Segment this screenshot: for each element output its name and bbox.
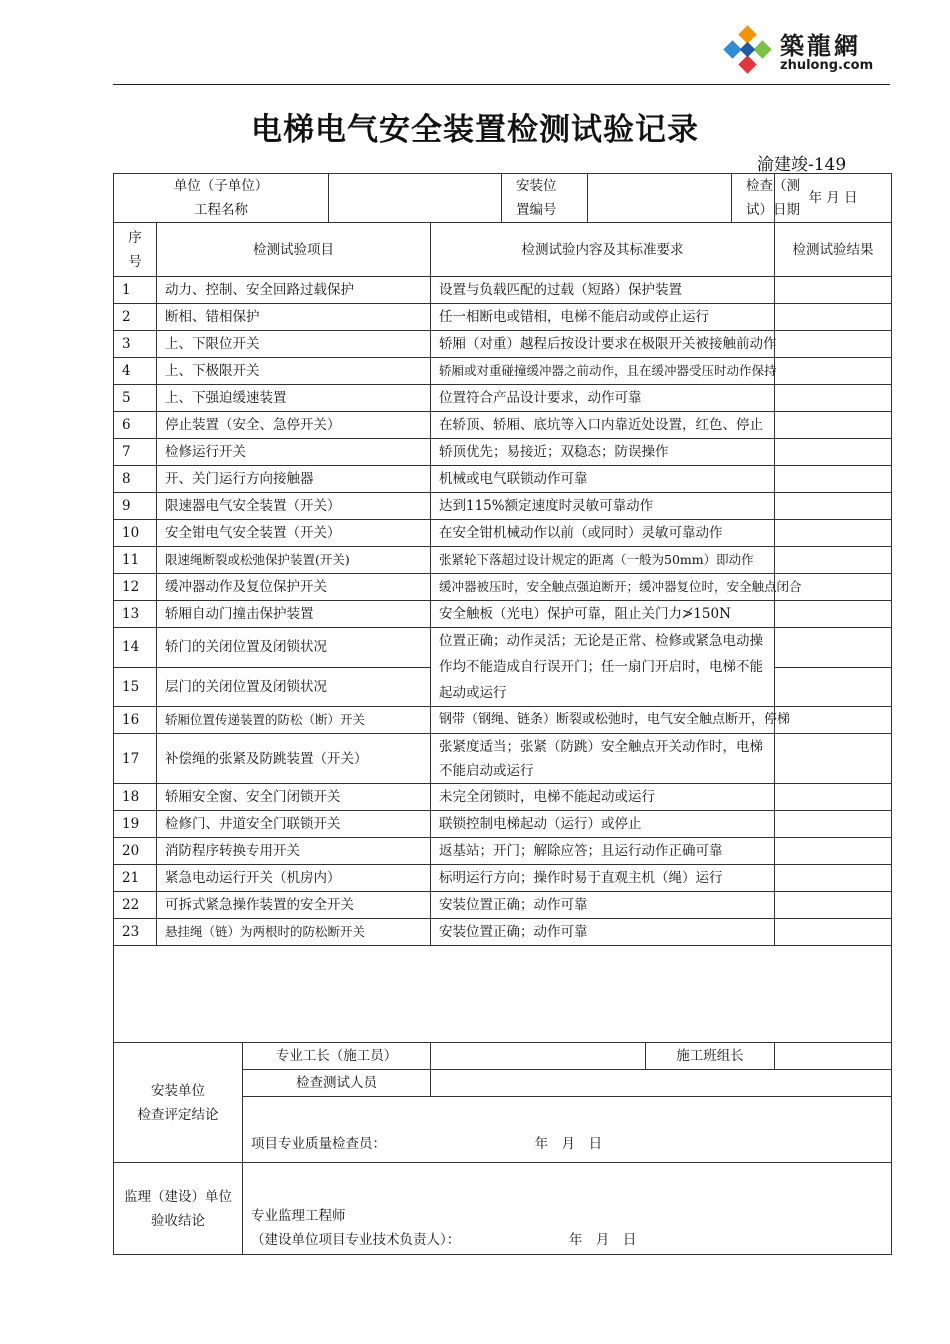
foreman-label: 专业工长（施工员） [243, 1043, 431, 1070]
row-result[interactable] [775, 892, 892, 919]
header-row [114, 174, 892, 223]
table-row [114, 734, 892, 784]
blank-row [114, 946, 892, 1043]
row-item: 轿厢位置传递装置的防松（断）开关 [157, 707, 431, 734]
install-code-value[interactable] [588, 174, 732, 223]
row-item: 轿厢安全窗、安全门闭锁开关 [157, 784, 431, 811]
unit-name-value[interactable] [329, 174, 502, 223]
row-item: 断相、错相保护 [157, 304, 431, 331]
row-item: 上、下限位开关 [157, 331, 431, 358]
record-table [113, 173, 892, 1255]
supervisor-date: 年 月 日 [568, 1232, 637, 1248]
quality-inspector-label: 项目专业质量检查员： [251, 1136, 386, 1152]
row-no: 9 [114, 493, 157, 520]
row-no: 15 [114, 667, 157, 707]
install-label-line2: 置编号 [516, 202, 557, 218]
row-item: 安全钳电气安全装置（开关） [157, 520, 431, 547]
row-no: 5 [114, 385, 157, 412]
row-content: 未完全闭锁时，电梯不能起动或运行 [431, 784, 775, 811]
footer-row-4 [114, 1163, 892, 1255]
col-seq-line2: 号 [128, 253, 142, 270]
row-item: 消防程序转换专用开关 [157, 838, 431, 865]
page-title: 电梯电气安全装置检测试验记录 [251, 112, 699, 148]
install-unit-line1: 安装单位 [151, 1082, 205, 1099]
supervisor-sign-cell [243, 1163, 892, 1255]
unit-label-cell [114, 174, 329, 223]
check-date-value[interactable]: 年 月 日 [775, 174, 892, 223]
row-no: 1 [114, 277, 157, 304]
row-content: 达到115%额定速度时灵敏可靠动作 [431, 493, 775, 520]
blank-notes-area[interactable] [114, 946, 892, 1043]
row-result[interactable] [775, 667, 892, 707]
install-label-line1: 安装位 [516, 178, 557, 194]
row-content: 返基站；开门；解除应答；且运行动作正确可靠 [431, 838, 775, 865]
row-result[interactable] [775, 358, 892, 385]
quality-inspector-cell [243, 1097, 892, 1163]
row-no: 22 [114, 892, 157, 919]
row-result[interactable] [775, 707, 892, 734]
team-leader-label: 施工班组长 [646, 1043, 775, 1070]
row-item: 上、下强迫缓速装置 [157, 385, 431, 412]
install-unit-conclusion-label [114, 1043, 243, 1163]
table-row [114, 838, 892, 865]
row-content: 张紧轮下落超过设计规定的距离（一般为50mm）即动作 [431, 547, 775, 574]
row-result[interactable] [775, 601, 892, 628]
supervisor-engineer-label: 专业监理工程师 [251, 1208, 346, 1224]
row-content: 轿厢或对重碰撞缓冲器之前动作，且在缓冲器受压时动作保持 [431, 358, 775, 385]
row-no: 19 [114, 811, 157, 838]
row-result[interactable] [775, 331, 892, 358]
inspector-label: 检查测试人员 [243, 1070, 431, 1097]
row-result[interactable] [775, 784, 892, 811]
build-tech-label: （建设单位项目专业技术负责人）： [251, 1232, 461, 1248]
row-result[interactable] [775, 277, 892, 304]
logo-english-text: zhulong.com [780, 58, 874, 73]
check-label-line2: 试）日期 [746, 202, 800, 218]
row-no: 3 [114, 331, 157, 358]
table-row [114, 304, 892, 331]
row-item: 限速绳断裂或松弛保护装置(开关) [157, 547, 431, 574]
col-content-header: 检测试验内容及其标准要求 [431, 223, 775, 277]
row-no: 4 [114, 358, 157, 385]
row-result[interactable] [775, 412, 892, 439]
row-result[interactable] [775, 466, 892, 493]
row-result[interactable] [775, 811, 892, 838]
row-item: 限速器电气安全装置（开关） [157, 493, 431, 520]
row-content: 轿顶优先；易接近；双稳态；防误操作 [431, 439, 775, 466]
row-item: 缓冲器动作及复位保护开关 [157, 574, 431, 601]
row-no: 6 [114, 412, 157, 439]
table-row [114, 547, 892, 574]
supervisor-conclusion-label [114, 1163, 243, 1255]
row-result[interactable] [775, 304, 892, 331]
row-no: 13 [114, 601, 157, 628]
table-row [114, 707, 892, 734]
install-label-cell [502, 174, 588, 223]
row-result[interactable] [775, 439, 892, 466]
column-header-row [114, 223, 892, 277]
row-no: 20 [114, 838, 157, 865]
document-code: 渝建竣-149 [757, 155, 847, 175]
table-row [114, 865, 892, 892]
row-content-merged: 位置正确；动作灵活；无论是正常、检修或紧急电动操作均不能造成自行误开门；任一扇门开启时，电梯不能起动或运行 [431, 628, 775, 707]
row-no: 2 [114, 304, 157, 331]
table-row [114, 439, 892, 466]
row-item: 补偿绳的张紧及防跳装置（开关） [157, 734, 431, 784]
quality-date: 年 月 日 [534, 1136, 603, 1152]
header-rule [113, 84, 890, 85]
row-content: 钢带（钢绳、链条）断裂或松弛时，电气安全触点断开，停梯 [431, 707, 775, 734]
row-item: 悬挂绳（链）为两根时的防松断开关 [157, 919, 431, 946]
supervisor-unit-line2: 验收结论 [151, 1212, 205, 1229]
table-row [114, 385, 892, 412]
team-leader-value[interactable] [775, 1043, 892, 1070]
col-result-header: 检测试验结果 [775, 223, 892, 277]
row-no: 16 [114, 707, 157, 734]
row-no: 7 [114, 439, 157, 466]
footer-row-1 [114, 1043, 892, 1070]
row-content: 张紧度适当；张紧（防跳）安全触点开关动作时，电梯不能启动或运行 [431, 734, 775, 784]
row-content: 安全触板（光电）保护可靠，阻止关门力≯150N [431, 601, 775, 628]
install-unit-line2: 检查评定结论 [137, 1106, 219, 1123]
unit-label-line1: 单位（子单位） [173, 178, 269, 194]
row-result[interactable] [775, 919, 892, 946]
table-row [114, 811, 892, 838]
row-item: 检修门、井道安全门联锁开关 [157, 811, 431, 838]
table-row [114, 574, 892, 601]
table-row [114, 892, 892, 919]
zhulong-logo-icon [722, 24, 774, 76]
zhulong-logo [722, 24, 882, 80]
row-content: 在安全钳机械动作以前（或同时）灵敏可靠动作 [431, 520, 775, 547]
table-row [114, 358, 892, 385]
row-result[interactable] [775, 547, 892, 574]
row-item: 动力、控制、安全回路过载保护 [157, 277, 431, 304]
row-no: 14 [114, 628, 157, 668]
check-label-line1: 检查（测 [746, 178, 800, 194]
row-result[interactable] [775, 385, 892, 412]
table-row [114, 919, 892, 946]
row-result[interactable] [775, 520, 892, 547]
row-result[interactable] [775, 493, 892, 520]
col-seq-header [114, 223, 157, 277]
table-row [114, 520, 892, 547]
row-item: 停止装置（安全、急停开关） [157, 412, 431, 439]
inspector-value[interactable] [431, 1070, 892, 1097]
row-item: 紧急电动运行开关（机房内） [157, 865, 431, 892]
unit-label-line2: 工程名称 [194, 202, 248, 218]
col-item-header: 检测试验项目 [157, 223, 431, 277]
row-item: 检修运行开关 [157, 439, 431, 466]
table-row [114, 601, 892, 628]
row-item: 可拆式紧急操作装置的安全开关 [157, 892, 431, 919]
row-content: 安装位置正确；动作可靠 [431, 919, 775, 946]
row-result[interactable] [775, 734, 892, 784]
table-row [114, 466, 892, 493]
table-row [114, 784, 892, 811]
row-no: 18 [114, 784, 157, 811]
table-row [114, 628, 892, 668]
col-seq-line1: 序 [128, 229, 142, 246]
row-content: 在轿顶、轿厢、底坑等入口内靠近处设置，红色、停止 [431, 412, 775, 439]
check-date-label-cell [732, 174, 800, 223]
row-item: 上、下极限开关 [157, 358, 431, 385]
row-no: 17 [114, 734, 157, 784]
row-result[interactable] [775, 838, 892, 865]
row-no: 23 [114, 919, 157, 946]
supervisor-unit-line1: 监理（建设）单位 [124, 1188, 232, 1205]
row-item: 轿门的关闭位置及闭锁状况 [157, 628, 431, 668]
row-content: 位置符合产品设计要求，动作可靠 [431, 385, 775, 412]
row-content: 联锁控制电梯起动（运行）或停止 [431, 811, 775, 838]
row-no: 8 [114, 466, 157, 493]
row-content: 轿厢（对重）越程后按设计要求在极限开关被接触前动作 [431, 331, 775, 358]
table-row [114, 412, 892, 439]
logo-chinese-text: 築龍網 [780, 31, 861, 60]
row-item: 开、关门运行方向接触器 [157, 466, 431, 493]
row-result[interactable] [775, 865, 892, 892]
row-no: 21 [114, 865, 157, 892]
row-content: 安装位置正确；动作可靠 [431, 892, 775, 919]
row-item: 层门的关闭位置及闭锁状况 [157, 667, 431, 707]
table-row [114, 493, 892, 520]
row-content: 任一相断电或错相，电梯不能启动或停止运行 [431, 304, 775, 331]
table-row [114, 331, 892, 358]
row-content: 缓冲器被压时，安全触点强迫断开；缓冲器复位时，安全触点闭合 [431, 574, 775, 601]
row-content: 标明运行方向；操作时易于直观主机（绳）运行 [431, 865, 775, 892]
row-item: 轿厢自动门撞击保护装置 [157, 601, 431, 628]
table-row [114, 277, 892, 304]
foreman-value[interactable] [431, 1043, 646, 1070]
row-no: 10 [114, 520, 157, 547]
row-no: 11 [114, 547, 157, 574]
row-result[interactable] [775, 628, 892, 668]
row-content: 机械或电气联锁动作可靠 [431, 466, 775, 493]
row-no: 12 [114, 574, 157, 601]
row-content: 设置与负载匹配的过载（短路）保护装置 [431, 277, 775, 304]
